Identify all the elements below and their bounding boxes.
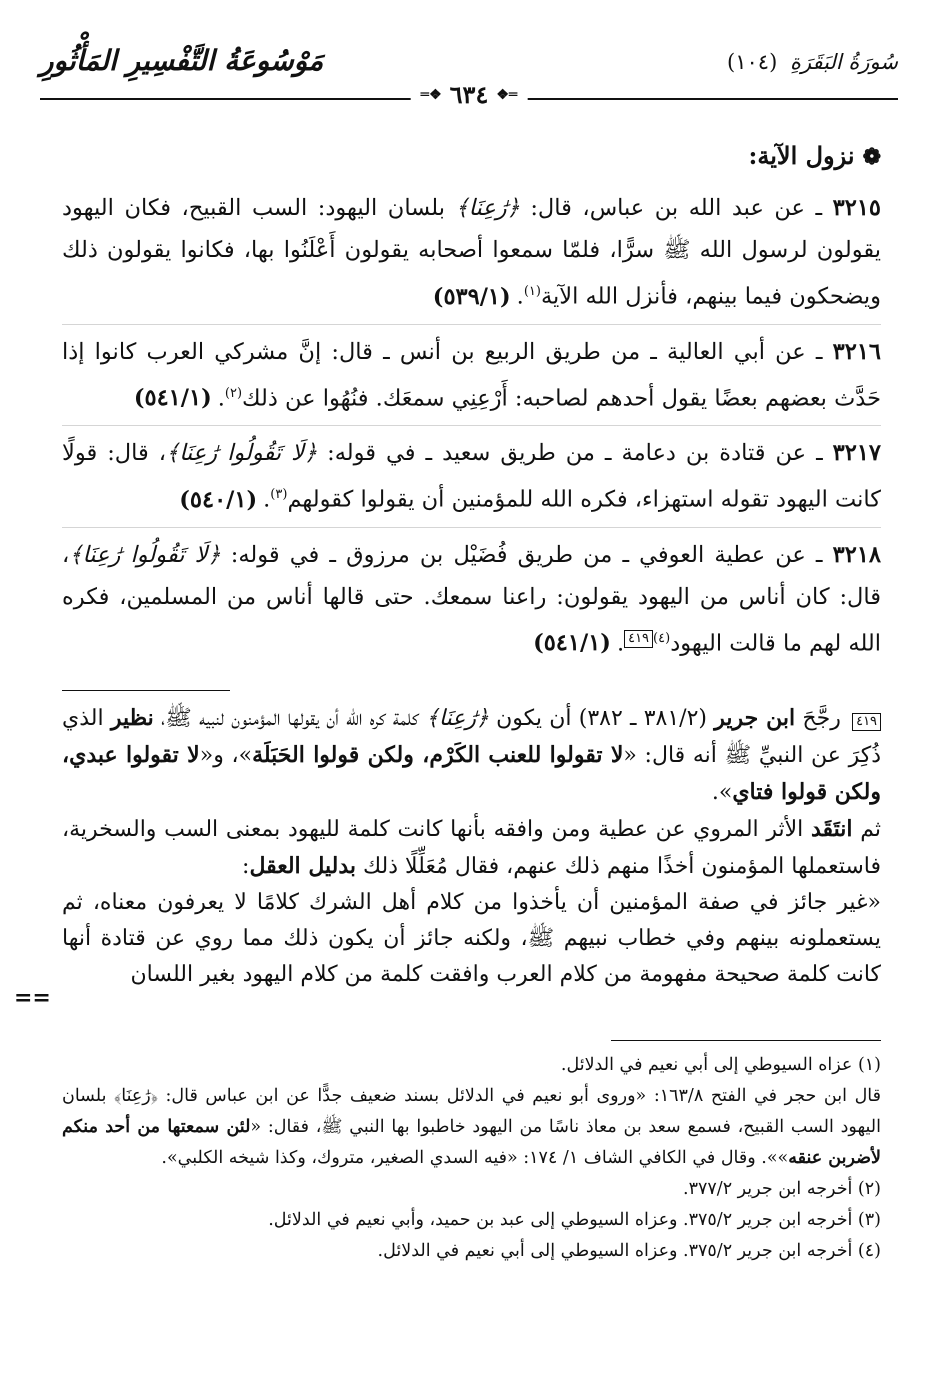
narration-text: ـ عن عبد الله بن عباس، قال:: [519, 195, 833, 221]
narration-number: ٣٢١٥: [832, 195, 881, 221]
commentary-label: ٤١٩: [852, 713, 881, 731]
narration-text: ، قال: قولًا كانت اليهود تقوله استهزاء، فكره الله للمؤمنين أن يقولوا كقولهم: [62, 440, 881, 513]
flower-icon: ❁: [862, 144, 881, 170]
footnote-ref[interactable]: (٣): [270, 487, 288, 502]
quran-quote: ﴿لَا تَقُولُوا رَٰعِنَا﴾: [69, 541, 221, 568]
bold-term: انتَقَد: [810, 816, 853, 842]
bold-term: بدليل العقل: [249, 853, 357, 879]
footnote-ref[interactable]: (٢): [224, 385, 243, 401]
section-heading: [62, 138, 881, 175]
narration-text: ، قال: كان أناس من اليهود يقولون: راعنا سمعك. حتى قالها أناس من المسلمين، فكره الله لهم ما قالت اليهود: [62, 541, 881, 656]
punct: .: [616, 630, 625, 656]
ayah-number: (١٠٤): [727, 50, 778, 74]
book-title: مَوْسُوعَةُ التَّفْسِيرِ المَأْثُورِ: [40, 44, 324, 77]
ornament-right-icon: ═❖: [496, 86, 518, 103]
punct: .: [263, 486, 271, 513]
surah-title: سُورَةُ البَقَرَةِ: [789, 50, 898, 74]
text: ثم: [852, 817, 881, 842]
narration-3215: [62, 187, 881, 325]
running-header: [40, 40, 898, 109]
narration-text: ـ عن أبي العالية ـ من طريق الربيع بن أنس ـ قال: إنَّ مشركي العرب كانوا إذا حَدَّث بعضهم بعضًا يقول أحدهم لصاحبه: أَرْعِنِي سمعَك. فنُهُوا عن ذلك: [62, 338, 881, 411]
commentary-paragraph-3: «غير جائز في صفة المؤمنين أن يأخذوا من كلام أهل الشرك كلامًا لا يعرفون معناه، ثم يستعملونه بينهم وفي خطاب نبيهم ﷺ، ولكنه جائز أن يكون ذلك مما روي عن قتادة أنها كانت كلمة صحيحة مفهومة من كلام العرب وافقت كلمة من كلام اليهود بغير اللسان: [62, 890, 881, 987]
section-heading-text: نزول الآية:: [748, 141, 855, 170]
volume-page-ref: (٥٣٩/١): [432, 283, 511, 310]
narration-number: ٣٢١٨: [832, 541, 881, 568]
text: (٣٨١/٢ ـ ٣٨٢) أن يكون: [488, 706, 715, 731]
commentary-block: [62, 700, 881, 993]
surah-title-block: [727, 50, 898, 74]
footnote-ref[interactable]: (٤): [653, 630, 671, 646]
footnote-1: (١) عزاه السيوطي إلى أبي نعيم في الدلائل.: [560, 1055, 881, 1075]
ornament-left-icon: ❖═: [420, 86, 442, 103]
footnote-3: (٣) أخرجه ابن جرير ٣٧٥/٢. وعزاه السيوطي إلى عبد بن حميد، وأبي نعيم في الدلائل.: [268, 1210, 881, 1230]
quran-quote: ﴿رَٰعِنَا﴾: [455, 195, 520, 221]
narration-text: بلسان اليهود: السب القبيح، فكان اليهود يقولون لرسول الله ﷺ سرًّا، فلمّا سمعوا أصحابه يقولون أَعْلَنُوا بها، فكانوا يقولون ذلك ويضحكون فيما بينهم، فأنزل الله الآية: [62, 195, 881, 310]
text: رجَّحَ: [795, 706, 849, 731]
commentary-divider: [62, 690, 230, 691]
punct: .: [516, 283, 524, 310]
volume-page-ref: (٥٤٠/١): [179, 486, 258, 513]
page-number: ٦٣٤: [449, 80, 489, 109]
footnotes: [62, 1050, 881, 1267]
narration-text: ـ عن عطية العوفي ـ من طريق فُضَيْل بن مرزوق ـ في قوله:: [220, 541, 833, 568]
continuation-mark: ==: [14, 985, 51, 1011]
footnote-1-comment: [62, 1081, 881, 1174]
footnote-4: (٤) أخرجه ابن جرير ٣٧٥/٢. وعزاه السيوطي إلى أبي نعيم في الدلائل.: [377, 1241, 881, 1261]
narration-text: ـ عن قتادة بن دعامة ـ من طريق سعيد ـ في قوله:: [317, 440, 833, 466]
main-text: [62, 138, 881, 676]
text: كلمة كره الله أن يقولها المؤمنون لنبيه ﷺ،: [153, 706, 427, 731]
text: قال ابن حجر في الفتح ١٦٣/٨: «وروى أبو نعيم في الدلائل بسند ضعيف جدًّا عن ابن عباس قال: ﴿رَٰعِنَا﴾ بلسان اليهود السب القبيح، فسمع سعد بن معاذ ناسًا من اليهود خاطبوا بها النبي ﷺ، فقال: «: [62, 1086, 881, 1137]
text: »». وقال في الكافي الشاف ١/ ١٧٤: «فيه السدي الصغير، متروك، وكذا شيخه الكلبي».: [161, 1148, 789, 1168]
narration-3217: [62, 432, 881, 528]
commentary-paragraph-1: [62, 700, 881, 811]
bold-term: نظير: [110, 705, 154, 731]
page-number-block: [411, 80, 528, 109]
quran-quote: ﴿رَٰعِنَا﴾: [426, 706, 489, 731]
commentary-ref-box[interactable]: ٤١٩: [624, 630, 653, 648]
footnote-2: (٢) أخرجه ابن جرير ٣٧٧/٢.: [683, 1179, 881, 1199]
hadith-quote: لئن سمعتها من أحد منكم لأضربن عنقه: [62, 1117, 881, 1168]
punct: .: [217, 385, 225, 411]
volume-page-ref: (٥٤١/١): [533, 630, 611, 656]
hadith-quote: لا تقولوا للعنب الكَرْم، ولكن قولوا الحَبَلَة: [252, 742, 624, 768]
commentary-paragraph-2: [62, 811, 881, 885]
quran-quote: ﴿لَا تَقُولُوا رَٰعِنَا﴾: [166, 440, 318, 466]
text: :: [242, 854, 250, 879]
narration-3216: [62, 331, 881, 427]
volume-page-ref: (٥٤١/١): [133, 385, 212, 411]
narration-3218: [62, 534, 881, 671]
narration-number: ٣٢١٧: [832, 440, 881, 466]
hadith-quote: لا تقولوا عبدي، ولكن قولوا فتاي: [62, 742, 881, 805]
footnote-rule: [611, 1040, 881, 1041]
text: الذي ذُكِرَ عن النبيِّ ﷺ أنه قال: «: [62, 706, 882, 768]
scholar-name: ابن جرير: [714, 705, 796, 731]
footnote-ref[interactable]: (١): [523, 284, 541, 299]
text: »، و«: [199, 743, 253, 768]
narration-number: ٣٢١٦: [832, 338, 881, 365]
text: الأثر المروي عن عطية ومن وافقه بأنها كانت كلمة لليهود بمعنى السب والسخرية، فاستعملها المؤمنون أخذًا منهم ذلك عنهم، فقال مُعَلِّلًا ذلك: [62, 817, 881, 879]
text: ».: [711, 780, 733, 805]
